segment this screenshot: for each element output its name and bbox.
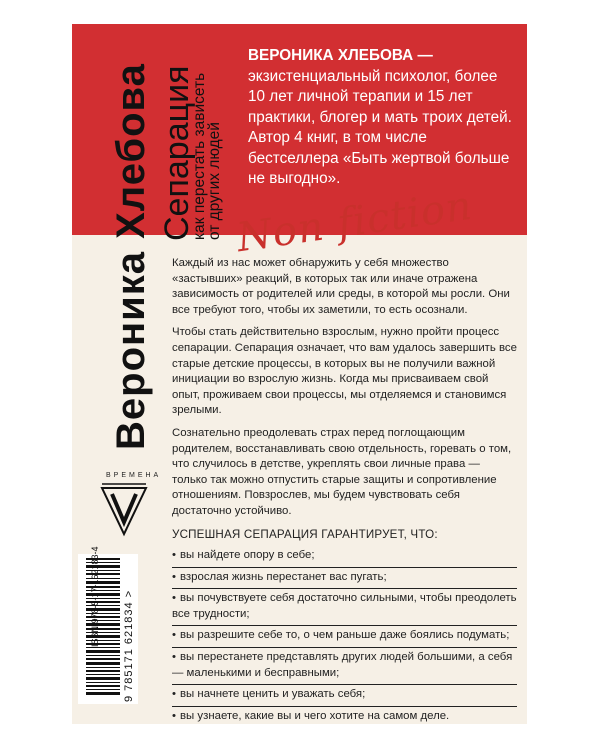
bio-text: экзистенциальный психолог, более 10 лет личной терапии и 15 лет практики, блогер и мать троих детей. Автор 4 книг, в том числе бестселлера «Быть жертвой больше не выгодно». [248,67,512,187]
list-item: • вы найдете опору в себе; [172,546,517,568]
list-heading: УСПЕШНАЯ СЕПАРАЦИЯ ГАРАНТИРУЕТ, ЧТО: [172,527,438,541]
subtitle-line-1: как перестать зависеть [191,72,208,240]
bio-author-name: ВЕРОНИКА ХЛЕБОВА — [248,47,433,64]
list-item: • вы узнаете, какие вы и чего хотите на самом деле. [172,707,517,724]
publisher-logo [98,472,162,538]
v-triangle-icon [98,476,150,538]
paragraph-2: Чтобы стать действительно взрослым, нужно пройти процесс сепарации. Сепарация означает, что вам удалось завершить все старые детские процессы, в которых вы не получили важной инициации во взрослую жизнь. Когда мы присваиваем свой опыт, проживаем свои процессы, мы отделяемся и становимся зрелыми. [172,326,517,417]
book-subtitle-vertical [192,73,222,240]
series-label: Non fiction [233,182,476,262]
book-title-vertical: Сепарация [158,65,196,241]
publisher-logo-text: ВРЕМЕНА [106,472,162,479]
subtitle-line-2: от других людей [206,122,223,240]
list-item: • вы почувствуете себя достаточно сильными, чтобы преодолеть все трудности; [172,589,517,626]
author-name-vertical: Вероника Хлебова [109,63,153,450]
list-item: • взрослая жизнь перестанет вас пугать; [172,568,517,590]
list-item: • вы начнете ценить и уважать себя; [172,685,517,707]
paragraph-3: Сознательно преодолевать страх перед поглощающим родителем, восстанавливать свою отдельность, горевать о том, что случилось в детстве, укреплять свои личные права — только так можно отпустить старые защиты и сопротивление отношениям. Повзрослев, мы будем чувствовать себя достаточно устойчиво. [172,426,512,517]
benefits-list [172,546,517,724]
list-item: • вы разрешите себе то, о чем раньше даже боялись подумать; [172,626,517,648]
annotation-text [172,256,517,724]
author-bio [248,46,518,190]
isbn-text: ISBN 978-5-17-162183-4 [90,546,100,647]
list-item: • вы перестанете представлять других людей большими, а себя — маленькими и бесправными; [172,648,517,685]
barcode-number: 9 785171 621834 > [123,589,135,702]
book-back-cover [72,24,527,724]
paragraph-1: Каждый из нас может обнаружить у себя множество «застывших» реакций, в которых так или иначе отражена зависимость от родителей или среды, в которой мы росли. Они все требуют того, чтобы их заметили, то есть осознали. [172,257,510,316]
